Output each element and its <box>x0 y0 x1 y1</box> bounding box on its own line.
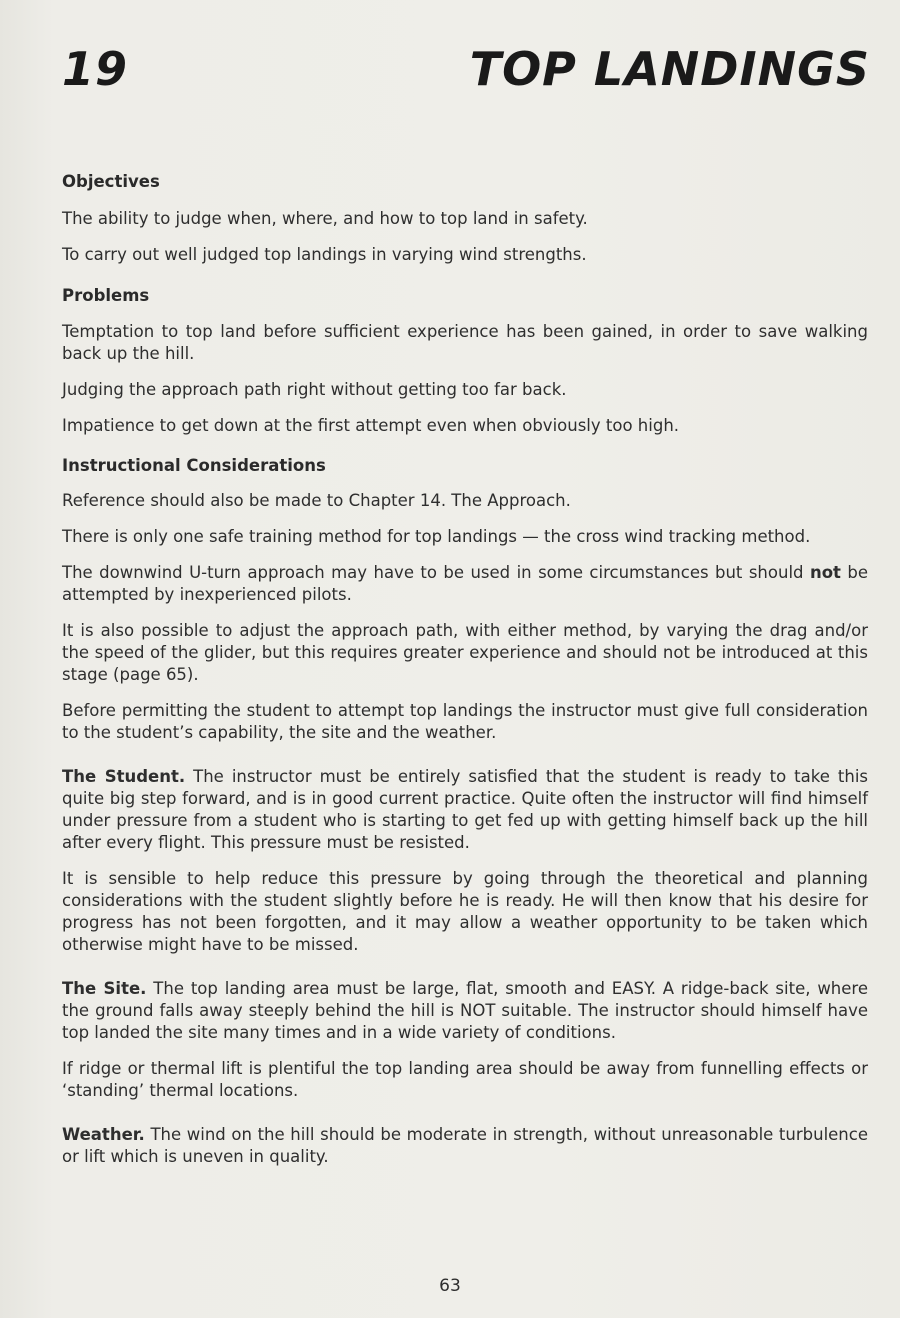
student-lead: The Student. <box>62 767 186 786</box>
page-number: 63 <box>439 1276 461 1296</box>
chapter-title: TOP LANDINGS <box>469 42 870 96</box>
chapter-number: 19 <box>62 42 129 96</box>
instructional-paragraph-4: It is also possible to adjust the approach path, with either method, by varying the drag and/or the speed of the glider, but this requires greater experience and should not be introduced at this stage (page 65). <box>62 621 868 684</box>
objectives-heading: Objectives <box>62 172 160 191</box>
problems-paragraph-3: Impatience to get down at the first attempt even when obviously too high. <box>62 416 680 435</box>
problems-paragraph-1: Temptation to top land before sufficient experience has been gained, in order to save walking back up the hill. <box>62 322 868 363</box>
student-paragraph-2: It is sensible to help reduce this pressure by going through the theoretical and planning considerations with the student slightly before he is ready. He will then know that his desire for progress has not been forgotten, and it may allow a weather opportunity to be taken which otherwise might have to be missed. <box>62 869 868 954</box>
instructional-heading: Instructional Considerations <box>62 456 326 475</box>
problems-heading: Problems <box>62 286 150 305</box>
chapter-header <box>62 42 872 102</box>
instructional-paragraph-2: There is only one safe training method for top landings — the cross wind tracking method. <box>62 527 811 546</box>
instructional-paragraph-1: Reference should also be made to Chapter 14. The Approach. <box>62 491 571 510</box>
instructional-paragraph-3 <box>62 562 868 606</box>
weather-lead: Weather. <box>62 1125 145 1144</box>
weather-text: The wind on the hill should be moderate in strength, without unreasonable turbulence or lift which is uneven in quality. <box>62 1125 868 1166</box>
p3-emphasis: not <box>809 563 841 582</box>
objectives-paragraph-1: The ability to judge when, where, and how to top land in safety. <box>62 209 588 228</box>
student-text: The instructor must be entirely satisfied that the student is ready to take this quite big step forward, and is in good current practice. Quite often the instructor will find himself under pressure from a student who is starting to get fed up with getting himself back up the hill after every flight. This pressure must be resisted. <box>62 767 869 852</box>
weather-paragraph <box>62 1124 868 1168</box>
site-text: The top landing area must be large, flat, smooth and EASY. A ridge-back site, where the ground falls away steeply behind the hill is NOT suitable. The instructor should himself have top landed the site many times and in a wide variety of conditions. <box>62 979 868 1042</box>
site-paragraph-1 <box>62 978 868 1044</box>
instructional-paragraph-5: Before permitting the student to attempt top landings the instructor must give full consideration to the student’s capability, the site and the weather. <box>62 701 868 742</box>
site-lead: The Site. <box>62 979 147 998</box>
p3-text-before: The downwind U-turn approach may have to be used in some circumstances but should <box>62 563 810 582</box>
objectives-paragraph-2: To carry out well judged top landings in varying wind strengths. <box>62 245 587 264</box>
problems-paragraph-2: Judging the approach path right without getting too far back. <box>62 380 567 399</box>
student-paragraph-1 <box>62 766 868 854</box>
p3-text-after: be attempted by inexperienced pilots. <box>62 563 869 604</box>
page-content <box>62 170 868 1168</box>
site-paragraph-2: If ridge or thermal lift is plentiful the top landing area should be away from funnelling effects or ‘standing’ thermal locations. <box>62 1059 868 1100</box>
